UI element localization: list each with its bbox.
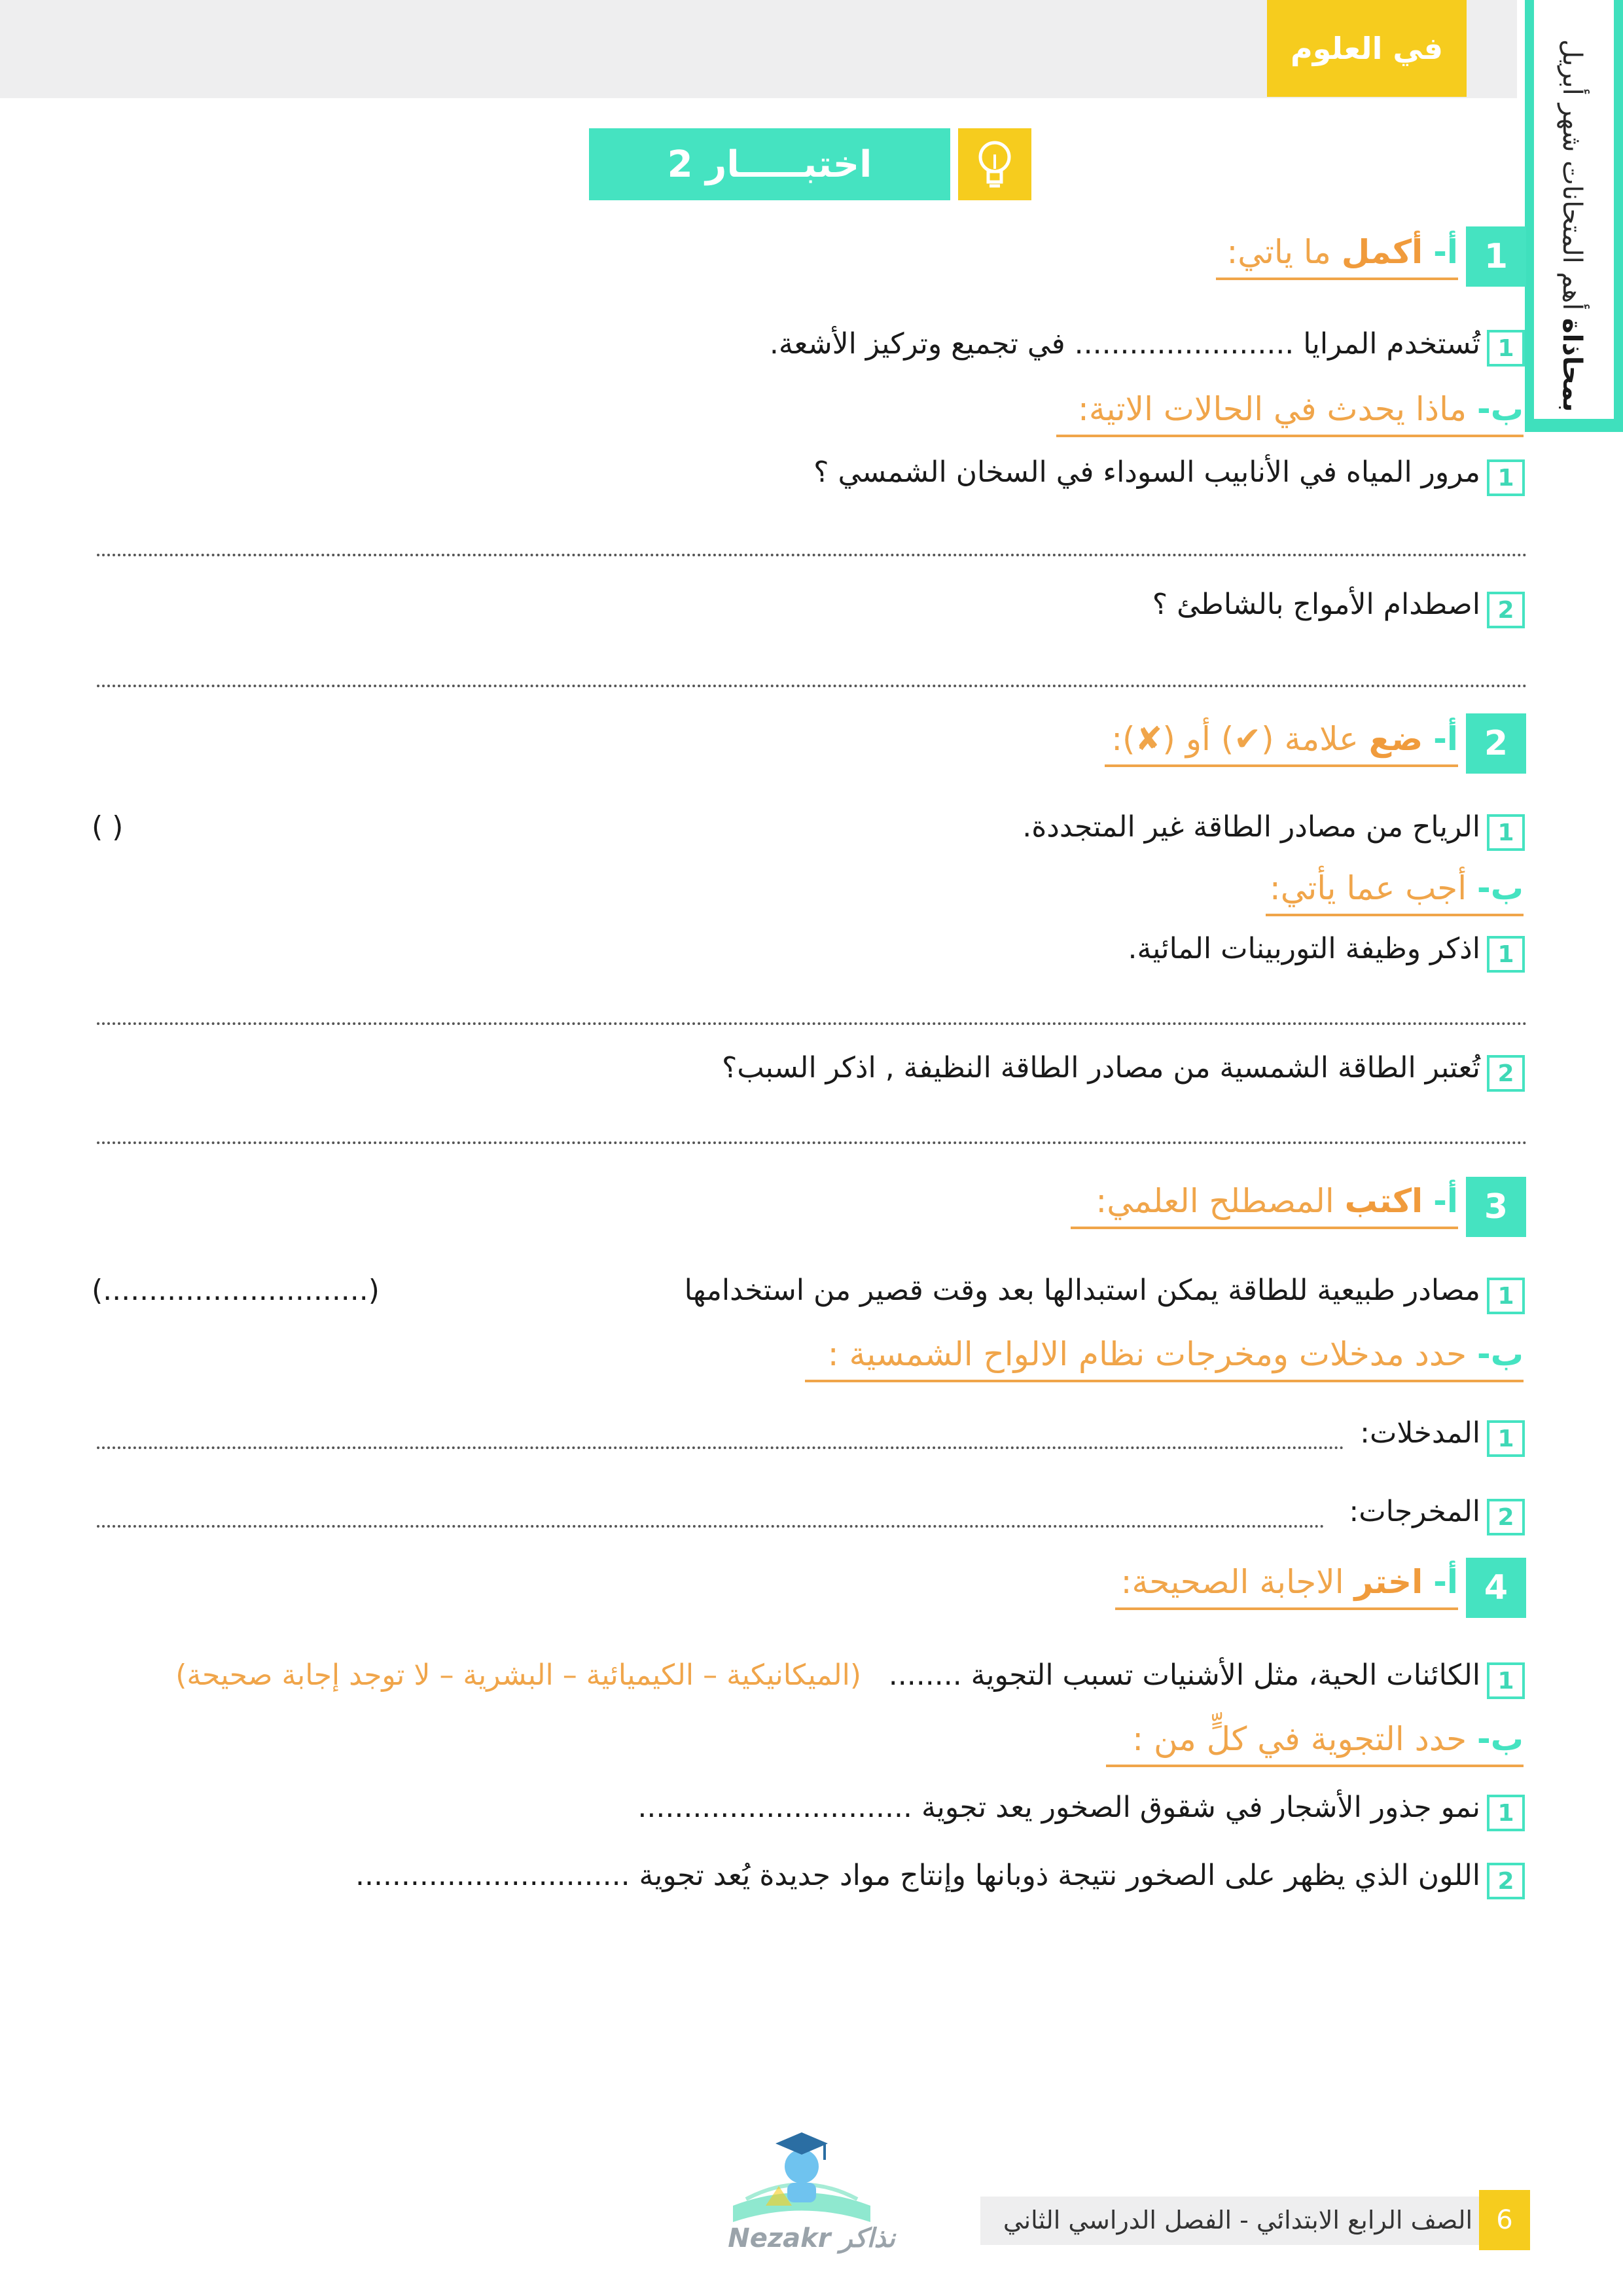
answer-parentheses[interactable]: ( ) — [92, 810, 124, 844]
section-3b-letter: ب- — [1477, 1335, 1524, 1373]
section-4a-letter: أ- — [1433, 1563, 1458, 1601]
section-number-1: 1 — [1466, 226, 1526, 287]
question-text: الكائنات الحية، مثل الأشنيات تسبب التجوية ........ — [888, 1659, 1480, 1692]
section-number-4: 4 — [1466, 1558, 1526, 1618]
footer-text: الصف الرابع الابتدائي - الفصل الدراسي الثاني — [1003, 2206, 1472, 2234]
subject-tab: في العلوم — [1267, 0, 1467, 97]
side-label — [1539, 20, 1605, 412]
answer-line[interactable] — [97, 1525, 1325, 1528]
question-number: 1 — [1487, 1278, 1525, 1314]
section-2a-rest: علامة (✔) أو (✘): — [1111, 720, 1369, 758]
section-number-3: 3 — [1466, 1177, 1526, 1237]
section-2a-heading — [1105, 720, 1458, 767]
section-1a-heading — [1216, 233, 1458, 280]
section-3a-letter: أ- — [1433, 1182, 1458, 1220]
section-2b-title: أجب عما يأتي: — [1269, 869, 1467, 907]
section-4a-bold: اختر — [1354, 1563, 1423, 1601]
answer-line[interactable] — [97, 1446, 1344, 1449]
section-3a-rest: المصطلح العلمي: — [1096, 1182, 1345, 1220]
question-number: 1 — [1487, 1662, 1525, 1699]
page-number: 6 — [1479, 2190, 1530, 2250]
question-text: اللون الذي يظهر على الصخور نتيجة ذوبانها وإنتاج مواد جديدة يُعد تجوية .............................. — [355, 1859, 1480, 1892]
question-text: اذكر وظيفة التوربينات المائية. — [1128, 932, 1480, 965]
question-text: تُستخدم المرايا ........................ في تجميع وتركيز الأشعة. — [769, 327, 1480, 361]
question-text: مصادر طبيعية للطاقة يمكن استبدالها بعد وقت قصير من استخدامها — [684, 1274, 1480, 1307]
section-3b-title: حدد مدخلات ومخرجات نظام الالواح الشمسية : — [827, 1335, 1467, 1373]
section-4b-letter: ب- — [1477, 1720, 1524, 1758]
exam-title: اختبـــــار 2 — [589, 128, 950, 200]
question-number: 1 — [1487, 814, 1525, 851]
side-label-bold: بمحاذاة — [1557, 318, 1587, 412]
section-1b-heading — [1056, 390, 1524, 437]
lightbulb-icon — [958, 128, 1031, 200]
section-2a-bold: ضع — [1368, 720, 1423, 758]
question-number: 2 — [1487, 1499, 1525, 1535]
question-number: 2 — [1487, 592, 1525, 628]
section-1b-letter: ب- — [1477, 390, 1524, 428]
question-text: تُعتبر الطاقة الشمسية من مصادر الطاقة النظيفة , اذكر السبب؟ — [721, 1051, 1480, 1085]
logo-text: Nezakr نذاكر — [728, 2223, 895, 2253]
section-4b-title: حدد التجوية في كلٍّ من : — [1132, 1720, 1467, 1758]
section-4b-heading — [1106, 1720, 1524, 1767]
section-1a-rest: ما ياتي: — [1226, 233, 1342, 271]
question-text: نمو جذور الأشجار في شقوق الصخور يعد تجوية .............................. — [637, 1791, 1480, 1824]
section-3b-heading — [805, 1335, 1524, 1382]
section-number-2: 2 — [1466, 713, 1526, 774]
question-text: المدخلات: — [1360, 1416, 1480, 1450]
section-1a-bold: أكمل — [1341, 233, 1423, 271]
section-1b-title: ماذا يحدث في الحالات الاتية: — [1077, 390, 1467, 428]
section-3a-heading — [1071, 1182, 1458, 1229]
answer-line[interactable] — [97, 685, 1527, 687]
question-number: 1 — [1487, 459, 1525, 496]
question-number: 1 — [1487, 330, 1525, 367]
answer-line[interactable] — [97, 1022, 1527, 1025]
section-2b-heading — [1266, 869, 1524, 916]
question-text: مرور المياه في الأنابيب السوداء في السخان الشمسي ؟ — [813, 456, 1480, 489]
section-4a-heading — [1115, 1563, 1458, 1610]
answer-line[interactable] — [97, 1141, 1527, 1144]
question-number: 1 — [1487, 1795, 1525, 1831]
section-1a-letter: أ- — [1433, 233, 1458, 271]
question-number: 1 — [1487, 936, 1525, 973]
answer-parentheses[interactable]: (.............................) — [92, 1274, 380, 1307]
question-number: 2 — [1487, 1055, 1525, 1092]
section-2a-letter: أ- — [1433, 720, 1458, 758]
question-text: اصطدام الأمواج بالشاطئ ؟ — [1152, 588, 1480, 621]
question-text: الرياح من مصادر الطاقة غير المتجددة. — [1022, 810, 1480, 844]
side-label-text: أهم المتحانات شهر أبريل — [1557, 39, 1587, 310]
question-number: 1 — [1487, 1420, 1525, 1457]
answer-options[interactable]: (الميكانيكية – الكيميائية – البشرية – لا توجد إجابة صحيحة) — [175, 1659, 861, 1692]
section-2b-letter: ب- — [1477, 869, 1524, 907]
section-3a-bold: اكتب — [1344, 1182, 1423, 1220]
answer-line[interactable] — [97, 554, 1527, 556]
section-4a-rest: الاجابة الصحيحة: — [1120, 1563, 1355, 1601]
question-text: المخرجات: — [1349, 1495, 1480, 1528]
question-number: 2 — [1487, 1863, 1525, 1899]
